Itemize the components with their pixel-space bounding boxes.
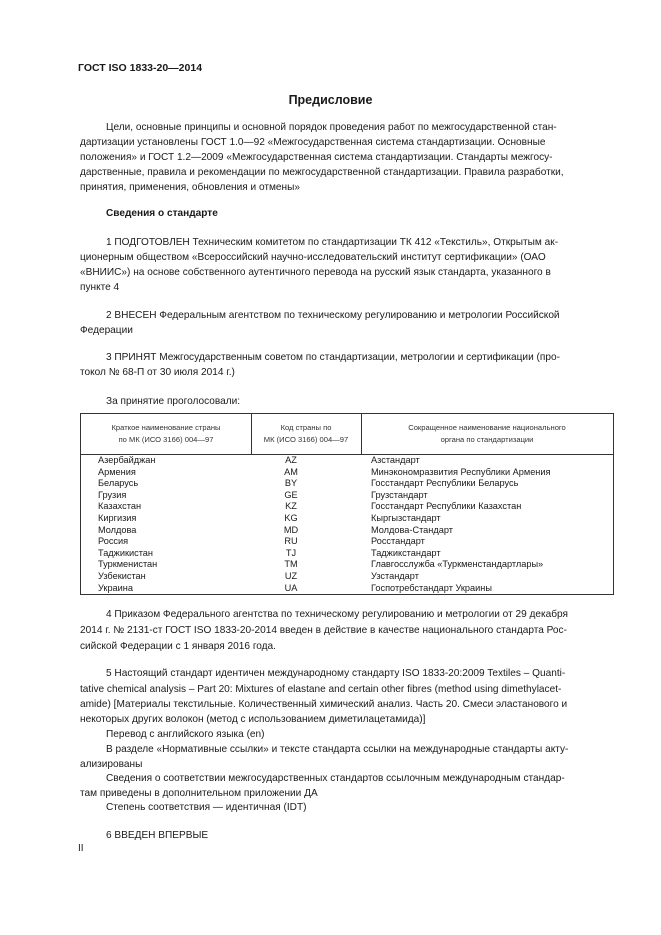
item-6: 6 ВВЕДЕН ВПЕРВЫЕ [106,830,209,841]
country-cell: Узбекистан [98,570,146,581]
country-cell: Украина [98,582,133,593]
item-line: ализированы [80,759,143,770]
header-line: МК (ИСО 3166) 004—97 [263,434,349,444]
country-cell: Туркменистан [98,559,158,570]
item-line: 2014 г. № 2131-ст ГОСТ ISO 1833-20-2014 введен в действие в качестве национального стандарта Рос- [80,625,567,636]
item-line: токол № 68-П от 30 июля 2014 г.) [80,367,235,378]
country-cell: Азербайджан [98,455,156,465]
item-line: 5 Настоящий стандарт идентичен международному стандарту ISO 1833-20:2009 Textiles – Quanti- [106,668,566,679]
page-number: II [78,843,84,854]
vote-label: За принятие проголосовали: [106,396,241,407]
item-line: amide) [Материалы текстильные. Количественный химический анализ. Часть 20. Смеси эластанового и [80,699,568,710]
code-cell: GE [284,489,298,500]
header-country-name [81,422,251,445]
header-line: Сокращенное наименование национального [408,423,566,432]
header-line: Краткое наименование страны [111,423,221,432]
org-cell: Грузстандарт [371,489,428,500]
code-cell: BY [284,478,298,489]
org-cell: Азстандарт [371,455,420,465]
country-cell: Таджикистан [98,547,153,558]
header-line: органа по стандартизации [440,434,534,444]
table-header [81,414,613,455]
item-line: пункте 4 [80,282,120,293]
country-cell: Молдова [98,524,137,535]
org-cell: Молдова-Стандарт [371,524,453,535]
header-line: Код страны по [280,423,332,432]
header-line: по МК (ИСО 3166) 004—97 [118,434,214,444]
country-cell: Армения [98,466,136,477]
org-cell: Кыргызстандарт [371,512,441,523]
org-cell: Росстандарт [371,536,425,547]
code-cell: UZ [284,570,298,581]
country-cell: Беларусь [98,478,139,489]
item-line: Сведения о соответствии межгосударственных стандартов ссылочным международным стандар- [106,773,565,784]
section-subheading: Сведения о стандарте [106,208,218,219]
item-line: Федерации [80,325,133,336]
country-cell: Грузия [98,489,127,500]
code-cell: KG [284,512,298,523]
item-line: 2 ВНЕСЕН Федеральным агентством по техническому регулированию и метрологии Российской [106,310,560,321]
org-cell: Узстандарт [371,570,419,581]
org-cell: Минэкономразвития Республики Армения [371,466,551,477]
item-line: 3 ПРИНЯТ Межгосударственным советом по стандартизации, метрологии и сертификации (про- [106,352,560,363]
item-line: 1 ПОДГОТОВЛЕН Техническим комитетом по стандартизации ТК 412 «Текстиль», Открытым ак- [106,237,559,248]
intro-line: дарственные, правила и рекомендации по межгосударственной стандартизации. Правила разработки, [80,167,564,178]
item-line: сийской Федерации с 1 января 2016 года. [80,641,276,652]
code-cell: AM [284,466,298,477]
item-line: Перевод с английского языка (en) [106,729,265,740]
item-line: tative chemical analysis – Part 20: Mixtures of elastane and certain other fibres (method using dimethylacet- [80,684,562,695]
intro-line: принятия, применения, обновления и отмены» [80,182,300,193]
code-cell: AZ [285,455,297,465]
code-cell: TJ [285,547,297,558]
intro-line: положения» и ГОСТ 1.2—2009 «Межгосударственная система стандартизации. Стандарты межгосу- [80,152,553,163]
country-cell: Казахстан [98,501,142,512]
header-country-code [251,422,361,445]
item-line: «ВНИИС») на основе собственного аутентичного перевода на русский язык стандарта, указанного в [80,267,551,278]
org-cell: Таджикстандарт [371,547,441,558]
item-line: В разделе «Нормативные ссылки» и тексте стандарта ссылки на международные стандарты акту- [106,744,569,755]
countries-table [80,413,614,595]
page-title: Предисловие [288,93,373,107]
country-cell: Киргизия [98,512,137,523]
item-line: Степень соответствия — идентичная (IDT) [106,802,307,813]
item-line: ционерным обществом «Всероссийский научно-исследовательский институт сертификации» (ОАО [80,252,546,263]
org-cell: Госстандарт Республики Казахстан [371,501,522,512]
header-org-name [361,422,613,445]
intro-line: дартизации установлены ГОСТ 1.0—92 «Межгосударственная система стандартизации. Основные [80,137,546,148]
code-column [271,455,311,594]
code-cell: KZ [285,501,297,512]
org-cell: Госстандарт Республики Беларусь [371,478,519,489]
code-cell: RU [284,536,298,547]
code-cell: MD [283,524,299,535]
org-cell: Главгосслужба «Туркменстандартлары» [371,559,544,570]
code-cell: UA [284,582,298,593]
country-column [98,455,157,594]
item-line: там приведены в дополнительном приложении ДА [80,788,318,799]
document-code-header: ГОСТ ISO 1833-20—2014 [78,62,203,74]
country-cell: Россия [98,536,129,547]
intro-line: Цели, основные принципы и основной порядок проведения работ по межгосударственной стан- [106,122,557,133]
code-cell: TM [284,559,298,570]
item-line: некоторых других волокон (метод с использованием диметилацетамида)] [80,714,426,725]
org-column [371,455,550,594]
item-line: 4 Приказом Федерального агентства по техническому регулированию и метрологии от 29 декабря [106,609,569,620]
org-cell: Госпотребстандарт Украины [371,582,492,593]
